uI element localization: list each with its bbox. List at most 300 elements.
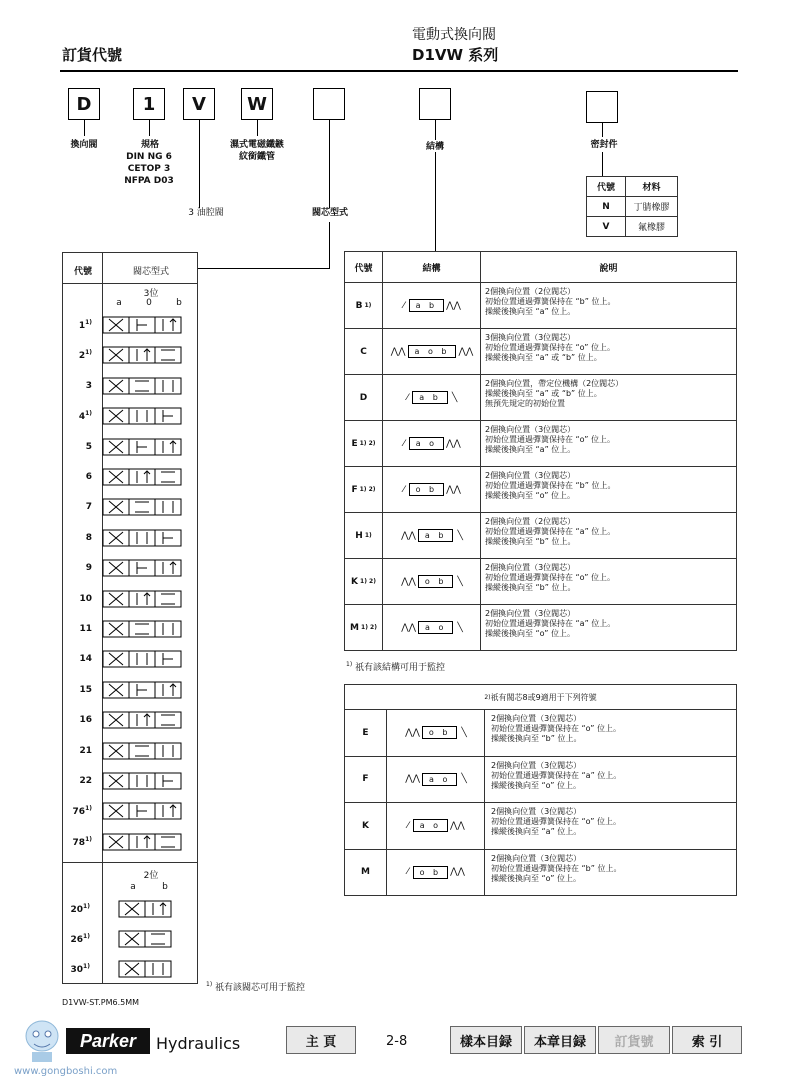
position-box: a o — [422, 773, 457, 786]
two-pos-label: 2位 — [143, 871, 159, 881]
connector-line — [257, 120, 258, 136]
spool-row — [62, 401, 198, 431]
connector-line — [199, 120, 200, 208]
spool-code-note: 1) — [85, 805, 92, 813]
solenoid-icon: ╲ — [457, 530, 463, 541]
spring-icon: ⋀⋀ — [446, 438, 461, 449]
spool-code-value: 2 — [78, 351, 86, 362]
spool-code-value: 20 — [70, 905, 84, 915]
spool-code — [62, 805, 102, 817]
spring-icon: ⋀⋀ — [450, 867, 465, 878]
index-button[interactable]: 索 引 — [672, 1026, 742, 1054]
connector-line — [435, 120, 436, 140]
spool-code-value: 6 — [85, 472, 92, 482]
spool-code-note: 1) — [85, 835, 92, 843]
structure-description — [485, 609, 615, 639]
spool-89-description — [491, 714, 621, 744]
spool-footnote — [206, 980, 305, 993]
solenoid-icon: ⁄ — [407, 820, 409, 831]
structure-symbol-cell — [383, 375, 481, 420]
structure-row — [344, 421, 737, 467]
position-box: o b — [409, 483, 445, 496]
spool-89-row — [344, 757, 737, 804]
seal-code: N — [587, 197, 626, 217]
structure-footnote-text: 祇有該結構可用于監控 — [355, 663, 446, 673]
description-line: 操縱後換向至 “a” 或 “b” 位上。 — [485, 389, 602, 398]
spool-symbol-icon — [102, 650, 182, 668]
spool-code-value: 78 — [72, 837, 86, 848]
description-line: 2個換向位置（3位閥芯） — [485, 563, 576, 572]
structure-symbol-cell — [387, 710, 485, 756]
brand-sub: Hydraulics — [156, 1034, 241, 1053]
connector-line — [329, 222, 330, 269]
label-solenoid: 濕式電磁鐵鏃 — [229, 140, 284, 150]
structure-symbol-cell — [387, 803, 485, 849]
label-valve: 換向閥 — [70, 140, 98, 150]
spool-symbol — [102, 681, 188, 699]
spool-code — [62, 594, 102, 604]
pos-label-b: b — [176, 298, 182, 308]
spool-row — [62, 492, 198, 522]
spool-symbol — [102, 650, 188, 668]
connector-line — [435, 152, 436, 252]
structure-symbol — [383, 513, 481, 558]
spool-symbol — [102, 833, 188, 851]
spool-row — [62, 614, 198, 644]
code-box-structure — [419, 88, 451, 120]
spool-footnote-num: 1) — [206, 981, 213, 988]
spool-symbol — [102, 559, 188, 577]
structure-code-note: 1) — [364, 302, 372, 309]
spool-code — [62, 654, 102, 664]
spool-symbol — [102, 438, 188, 456]
spool-code-value: 26 — [70, 935, 84, 945]
spool-code — [62, 381, 102, 391]
spool-symbol — [102, 346, 188, 364]
description-line: 初始位置通過彈簧保持在 “o” 位上。 — [491, 724, 621, 733]
spool-code-value: 30 — [70, 965, 84, 975]
structure-code-note: 1) 2) — [359, 486, 376, 493]
spool-symbol-icon — [118, 900, 172, 918]
description-line: 操縱後換向至 “o” 位上。 — [491, 780, 581, 790]
description-line: 初始位置通過彈簧保持在 “a” 位上。 — [485, 527, 616, 536]
spring-icon: ⋀⋀ — [405, 774, 420, 785]
code-box-seal — [586, 91, 618, 123]
pos-label-a: a — [130, 882, 136, 892]
description-line: 2個換向位置（3位閥芯） — [491, 714, 582, 723]
description-line: 初始位置通過彈簧保持在 “o” 位上。 — [485, 343, 615, 352]
spool-symbol — [102, 377, 188, 395]
structure-footnote-num: 1) — [346, 661, 353, 668]
spool-code — [62, 933, 100, 945]
spool-code-value: 14 — [79, 654, 92, 665]
connector-line — [602, 152, 603, 176]
spool-symbol — [102, 742, 188, 760]
spool-symbol-icon — [102, 590, 182, 608]
spool-symbol-icon — [102, 346, 182, 364]
label-seal: 密封件 — [590, 140, 618, 150]
description-line: 初始位置通過彈簧保持在 “a” 位上。 — [491, 770, 622, 780]
label-size-nfpa: NFPA D03 — [124, 176, 174, 186]
description-line: 初始位置通過彈簧保持在 “b” 位上。 — [485, 297, 616, 306]
description-line: 初始位置通過彈簧保持在 “b” 位上。 — [491, 863, 622, 873]
code-box-valve: D — [68, 88, 100, 120]
structure-description — [485, 333, 615, 363]
spool-symbol-icon — [102, 772, 182, 790]
structure-code-value: K — [351, 576, 359, 587]
structure-symbol-cell — [383, 421, 481, 466]
structure-header-desc: 說明 — [599, 263, 618, 274]
structure-symbol — [383, 329, 481, 374]
position-box: a o — [418, 621, 453, 634]
description-line: 初始位置通過彈簧保持在 “o” 位上。 — [491, 817, 621, 826]
structure-code-value: C — [360, 346, 367, 357]
structure-symbol-cell — [387, 757, 485, 803]
spool-code-value: 16 — [79, 715, 92, 726]
spool-row — [62, 827, 198, 857]
structure-symbol — [387, 757, 485, 803]
spring-icon: ⋀⋀ — [450, 820, 465, 831]
solenoid-icon: ╲ — [457, 576, 463, 587]
spool-symbol-icon — [102, 438, 182, 456]
spool-row — [62, 954, 198, 984]
structure-code-value: E — [351, 438, 358, 449]
spool-row — [62, 310, 198, 340]
position-box: a b — [409, 299, 445, 312]
spool-symbol — [102, 711, 188, 729]
brand-logo: Parker — [66, 1028, 150, 1054]
spool-89-title-text: 祇有閥芯8或9適用于下列符號 — [490, 692, 597, 702]
description-line: 操縱後換向至 “a” 位上。 — [485, 445, 576, 454]
structure-symbol — [383, 467, 481, 512]
connector-line — [198, 268, 330, 269]
spool-symbol — [102, 316, 188, 334]
spool-symbol — [102, 620, 188, 638]
spool-table-divider — [62, 283, 198, 284]
spool-footnote-text: 祇有該閥芯可用于監控 — [215, 983, 306, 993]
structure-row — [344, 559, 737, 605]
description-line: 操縱後換向至 “o” 位上。 — [491, 873, 581, 883]
solenoid-icon: ⁄ — [407, 867, 409, 878]
connector-line — [149, 120, 150, 136]
spool-row — [62, 894, 198, 924]
code-box-solenoid: W — [241, 88, 273, 120]
spool-row — [62, 796, 198, 826]
structure-description — [485, 471, 615, 501]
spool-row — [62, 553, 198, 583]
spool-code-value: 7 — [85, 502, 92, 513]
spool-table-divider — [62, 862, 198, 863]
position-box: o b — [413, 866, 449, 879]
spool-symbol — [100, 960, 198, 978]
spring-icon: ⋀⋀ — [401, 530, 416, 541]
position-box: a o b — [408, 345, 457, 358]
spool-code — [62, 624, 102, 634]
structure-symbol-cell — [387, 850, 485, 896]
description-line: 2個換向位置（3位閥芯） — [491, 853, 582, 863]
spool-code-value: 11 — [79, 624, 92, 634]
spool-row — [62, 523, 198, 553]
position-box: a b — [418, 529, 454, 542]
connector-line — [84, 120, 85, 136]
solenoid-icon: ╲ — [451, 392, 458, 403]
spool-89-title — [344, 684, 737, 710]
structure-symbol — [383, 421, 481, 466]
structure-symbol — [387, 710, 485, 756]
spool-symbol-icon — [102, 407, 182, 425]
structure-row — [344, 467, 737, 513]
structure-symbol — [383, 559, 481, 604]
spool-89-code: K — [345, 803, 387, 849]
description-line: 初始位置通過彈簧保持在 “a” 位上。 — [485, 619, 616, 628]
solenoid-icon: ⁄ — [406, 392, 409, 403]
spring-icon: ⋀⋀ — [390, 346, 406, 357]
spool-code-value: 4 — [78, 412, 86, 423]
structure-description — [485, 517, 615, 547]
position-box: o b — [422, 726, 458, 739]
spool-code-value: 76 — [72, 807, 86, 818]
seal-code: V — [587, 217, 626, 237]
spool-symbol-icon — [118, 960, 172, 978]
code-box-size: 1 — [133, 88, 165, 120]
structure-code-value: F — [351, 484, 358, 495]
spool-code — [62, 502, 102, 512]
structure-code-note: 1) 2) — [361, 624, 377, 631]
spool-89-description — [491, 854, 621, 884]
spool-89-code: M — [345, 850, 387, 896]
description-line: 操縱後換向至 “b” 位上。 — [491, 734, 582, 743]
spool-symbol — [102, 498, 188, 516]
spool-code-value: 22 — [79, 776, 92, 786]
label-structure: 結構 — [425, 142, 444, 152]
description-line: 操縱後換向至 “o” 位上。 — [485, 491, 575, 500]
spool-symbol-icon — [102, 742, 182, 760]
description-line: 2個換向位置，帶定位機構（2位閥芯） — [485, 379, 624, 388]
structure-code — [345, 329, 383, 374]
spool-row — [62, 432, 198, 462]
spool-code-value: 1 — [78, 321, 86, 331]
seal-header-material: 材料 — [626, 177, 678, 197]
description-line: 2個換向位置（3位閥芯） — [491, 807, 582, 816]
spool-code-note: 1) — [85, 410, 92, 418]
structure-symbol-cell — [383, 513, 481, 558]
spool-code — [62, 442, 102, 452]
header-rule — [60, 70, 738, 72]
spool-code-value: 10 — [79, 593, 92, 604]
spool-89-code: E — [345, 710, 387, 756]
description-line: 2個換向位置（3位閥芯） — [485, 609, 576, 618]
spool-symbol — [100, 930, 198, 948]
spool-code — [62, 410, 102, 422]
label-spool-type: 閥芯型式 — [311, 208, 348, 218]
spool-code — [62, 533, 102, 543]
structure-code-note: 1) — [364, 532, 372, 539]
code-box-oil: V — [183, 88, 215, 120]
structure-symbol — [383, 283, 481, 328]
spool-symbol-icon — [102, 833, 182, 851]
spool-89-row — [344, 850, 737, 897]
description-line: 操縱後換向至 “a” 或 “b” 位上。 — [485, 353, 602, 362]
position-box: a b — [412, 391, 448, 404]
description-line: 初始位置通過彈簧保持在 “o” 位上。 — [485, 435, 615, 444]
description-line: 操縱後換向至 “a” 位上。 — [491, 827, 582, 836]
label-size-cetop: CETOP 3 — [127, 164, 171, 174]
spool-code — [62, 349, 102, 361]
order-code-button[interactable]: 訂貨號 — [598, 1026, 670, 1054]
description-line: 無預先規定的初始位置 — [485, 399, 565, 408]
spool-code-value: 15 — [79, 684, 92, 695]
description-line: 2個換向位置（2位閥芯） — [485, 287, 576, 296]
spool-row — [62, 340, 198, 370]
spool-symbol-icon — [102, 620, 182, 638]
spool-symbol-icon — [102, 711, 182, 729]
spool-code — [62, 685, 102, 695]
structure-symbol — [387, 803, 485, 849]
spring-icon: ⋀⋀ — [458, 346, 474, 357]
spool-code-note: 1) — [83, 903, 90, 910]
structure-row — [344, 375, 737, 421]
structure-code — [345, 283, 383, 328]
structure-code-note: 1) 2) — [359, 440, 376, 447]
structure-row — [344, 329, 737, 375]
structure-table-header — [344, 251, 737, 283]
position-box: a o — [413, 819, 448, 832]
spool-row — [62, 675, 198, 705]
solenoid-icon: ╲ — [461, 727, 467, 738]
solenoid-icon: ⁄ — [403, 484, 405, 495]
spool-symbol — [102, 802, 188, 820]
three-pos-label: 3位 — [143, 289, 159, 299]
spool-header-type: 閥芯型式 — [132, 267, 169, 277]
structure-symbol-cell — [383, 559, 481, 604]
spring-icon: ⋀⋀ — [446, 484, 461, 495]
description-line: 2個換向位置（3位閥芯） — [485, 471, 576, 480]
spool-code-value: 9 — [85, 563, 92, 574]
spool-code-note: 1) — [85, 319, 92, 326]
spool-code-note: 1) — [83, 963, 90, 970]
structure-row — [344, 283, 737, 329]
label-size: 規格 — [140, 140, 159, 150]
spool-symbol — [102, 772, 188, 790]
label-oil-valve: 3 油腔閥 — [188, 208, 224, 218]
structure-symbol-cell — [383, 605, 481, 650]
structure-description — [485, 425, 615, 455]
spool-code-value: 21 — [79, 745, 92, 756]
spool-89-row — [344, 803, 737, 850]
spool-code-note: 1) — [83, 933, 90, 940]
spool-code — [62, 715, 102, 725]
structure-description — [485, 563, 615, 593]
structure-description — [485, 379, 623, 409]
solenoid-icon: ╲ — [457, 622, 463, 633]
spool-symbol-icon — [102, 802, 182, 820]
structure-symbol-cell — [383, 467, 481, 512]
product-title: 電動式換向閥 — [412, 27, 496, 43]
page-title: 訂貨代號 — [62, 46, 123, 64]
description-line: 操縱後換向至 “b” 位上。 — [485, 537, 576, 546]
description-line: 2個換向位置（2位閥芯） — [485, 517, 576, 526]
spool-code — [62, 903, 100, 915]
solenoid-icon: ⁄ — [403, 300, 405, 311]
spool-code — [62, 319, 102, 331]
structure-code — [345, 559, 383, 604]
code-box-spool — [313, 88, 345, 120]
home-button[interactable]: 主 頁 — [286, 1026, 356, 1054]
spool-code — [62, 746, 102, 756]
spool-symbol-icon — [102, 377, 182, 395]
spool-row — [62, 736, 198, 766]
spring-icon: ⋀⋀ — [401, 622, 416, 633]
structure-code-value: D — [359, 392, 368, 403]
mascot-icon — [20, 1012, 64, 1064]
spool-89-title-num: 2) — [484, 693, 491, 701]
structure-code-value: H — [355, 530, 363, 541]
spool-89-description — [491, 761, 621, 791]
description-line: 操縱後換向至 “o” 位上。 — [485, 629, 575, 638]
spool-symbol — [102, 529, 188, 547]
spool-code — [62, 836, 102, 848]
file-id: D1VW-ST.PM6.5MM — [62, 998, 140, 1007]
seal-material: 氟橡膠 — [626, 217, 678, 237]
spool-row — [62, 584, 198, 614]
seal-header-code: 代號 — [587, 177, 626, 197]
spool-symbol-icon — [102, 681, 182, 699]
page-number: 2-8 — [386, 1034, 408, 1049]
spool-row — [62, 462, 198, 492]
structure-symbol — [383, 375, 481, 420]
spool-row — [62, 924, 198, 954]
spool-row — [62, 644, 198, 674]
structure-code — [345, 375, 383, 420]
solenoid-icon: ⁄ — [403, 438, 405, 449]
structure-symbol — [383, 605, 481, 650]
spring-icon: ⋀⋀ — [446, 300, 461, 311]
description-line: 操縱後換向至 “a” 位上。 — [485, 307, 576, 316]
description-line: 2個換向位置（3位閥芯） — [491, 760, 582, 770]
connector-line — [602, 123, 603, 137]
spool-symbol — [102, 407, 188, 425]
spool-symbol-icon — [102, 316, 182, 334]
description-line: 操縱後換向至 “b” 位上。 — [485, 583, 576, 592]
structure-header-structure: 結構 — [383, 252, 481, 282]
spool-row — [62, 766, 198, 796]
description-line: 初始位置通過彈簧保持在 “o” 位上。 — [485, 573, 615, 582]
product-series: D1VW 系列 — [412, 46, 499, 64]
pos-label-a: a — [116, 298, 122, 308]
spool-code — [62, 776, 102, 786]
position-box: a o — [409, 437, 444, 450]
spool-symbol-icon — [102, 468, 182, 486]
position-box: o b — [418, 575, 454, 588]
description-line: 2個換向位置（3位閥芯） — [485, 425, 576, 434]
structure-code-value: B — [355, 300, 363, 311]
structure-header-code: 代號 — [345, 252, 383, 282]
spool-code-value: 3 — [85, 380, 92, 391]
catalog-index-button[interactable]: 樣本目録 — [450, 1026, 522, 1054]
structure-code — [345, 421, 383, 466]
spool-symbol-icon — [102, 559, 182, 577]
mascot-logo — [20, 1012, 64, 1064]
pos-label-0: 0 — [146, 298, 152, 308]
structure-row — [344, 605, 737, 651]
structure-footnote — [346, 660, 445, 673]
structure-symbol-cell — [383, 329, 481, 374]
spool-symbol — [100, 900, 198, 918]
spool-row — [62, 705, 198, 735]
spool-code-value: 8 — [85, 532, 92, 543]
spool-symbol-icon — [102, 529, 182, 547]
chapter-index-button[interactable]: 本章目録 — [524, 1026, 596, 1054]
